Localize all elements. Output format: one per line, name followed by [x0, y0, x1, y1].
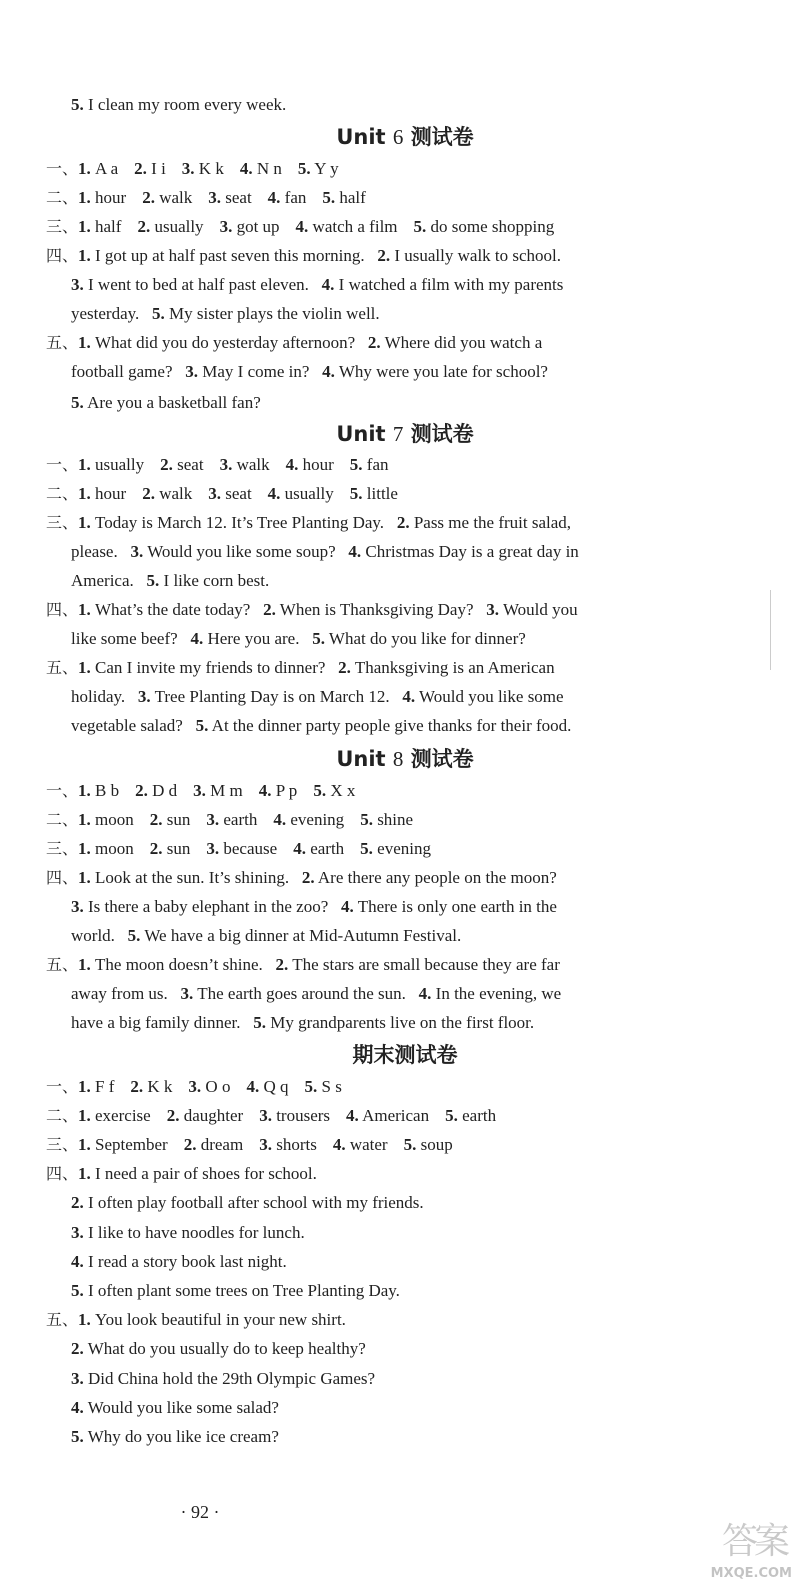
- answer-item: 5. do some shopping: [413, 217, 555, 236]
- answer-item: 4. P p: [258, 781, 298, 800]
- answer-item: 2. usually: [137, 217, 204, 236]
- answer-item: 5. half: [322, 188, 366, 207]
- answer-item: 3. M m: [193, 781, 243, 800]
- answer-item: 1. hour: [78, 484, 127, 503]
- unit6-section4-line1: 四、1. I got up at half past seven this morning. 2. I usually walk to school.: [46, 246, 562, 265]
- answer-item: 2. seat: [160, 455, 204, 474]
- answer-item: 2. dream: [183, 1135, 244, 1154]
- unit8-section5-line1: 五、1. The moon doesn’t shine. 2. The stars are small because they are far: [46, 955, 560, 974]
- answer-line: 四、1. I need a pair of shoes for school.: [46, 1164, 317, 1183]
- unit8-section4-line1: 四、1. Look at the sun. It’s shining. 2. Are there any people on the moon?: [46, 868, 557, 887]
- answer-item: 3. walk: [219, 455, 270, 474]
- unit6-section5-line2: football game? 3. May I come in? 4. Why were you late for school?: [71, 362, 548, 381]
- answer-item: 1. exercise: [78, 1106, 151, 1125]
- answer-item: 4. watch a film: [295, 217, 398, 236]
- unit7-heading: Unit 7 测试卷: [336, 422, 474, 446]
- answer-line: 五、1. You look beautiful in your new shirt.: [46, 1310, 346, 1329]
- watermark-text: MXQE.COM: [710, 1566, 792, 1581]
- site-watermark: [692, 1511, 792, 1581]
- answer-line: 5. Why do you like ice cream?: [71, 1427, 279, 1447]
- unit8-section3: [46, 838, 431, 860]
- answer-item: 5. evening: [360, 839, 431, 858]
- answer-item: 4. usually: [267, 484, 334, 503]
- unit8-section4-line2: 3. Is there a baby elephant in the zoo? 4. There is only one earth in the: [71, 897, 557, 916]
- section-label: 二、: [46, 1106, 79, 1125]
- section-label: 二、: [46, 188, 79, 207]
- unit8-section4-line3: world. 5. We have a big dinner at Mid-Autumn Festival.: [71, 926, 462, 945]
- answer-item: 1. hour: [78, 188, 127, 207]
- unit7-section4-line1: 四、1. What’s the date today? 2. When is Thanksgiving Day? 3. Would you: [46, 600, 578, 619]
- answer-item: 2. walk: [142, 188, 193, 207]
- answer-item: 3. O o: [188, 1077, 231, 1096]
- answer-line: 4. I read a story book last night.: [71, 1251, 287, 1271]
- answer-item: 2. walk: [142, 484, 193, 503]
- unit8-section1: [46, 780, 355, 802]
- unit7-section1: [46, 454, 389, 476]
- answer-item: 2. sun: [149, 839, 191, 858]
- unit6-section5-line3: 5. Are you a basketball fan?: [71, 393, 261, 412]
- answer-item: 5. soup: [403, 1135, 453, 1154]
- unit7-section5-line1: 五、1. Can I invite my friends to dinner? 2. Thanksgiving is an American: [46, 658, 555, 677]
- answer-line: 2. What do you usually do to keep healthy?: [71, 1339, 366, 1359]
- unit6-section4-line2: 3. I went to bed at half past eleven. 4. I watched a film with my parents: [71, 275, 564, 294]
- answer-item: 4. fan: [267, 188, 307, 207]
- top-answer-line: 5. I clean my room every week.: [71, 95, 287, 114]
- answer-item: 5. shine: [360, 810, 414, 829]
- section-label: 一、: [46, 455, 79, 474]
- answer-item: 3. trousers: [259, 1106, 331, 1125]
- unit6-section4-line3: yesterday. 5. My sister plays the violin well.: [71, 304, 380, 323]
- answer-item: 5. Y y: [297, 159, 339, 178]
- final-section3: [46, 1134, 453, 1156]
- section-label: 三、: [46, 839, 79, 858]
- unit6-section5-line1: 五、1. What did you do yesterday afternoon? 2. Where did you watch a: [46, 333, 543, 352]
- unit7-section2: [46, 483, 398, 505]
- answer-item: 2. K k: [130, 1077, 173, 1096]
- section-label: 二、: [46, 810, 79, 829]
- answer-item: 1. half: [78, 217, 122, 236]
- section-label: 一、: [46, 1077, 79, 1096]
- answer-item: 3. because: [206, 839, 278, 858]
- answer-item: 4. American: [346, 1106, 430, 1125]
- unit8-section2: [46, 809, 413, 831]
- answer-item: 4. N n: [239, 159, 282, 178]
- answer-item: 4. Q q: [246, 1077, 289, 1096]
- answer-line: 4. Would you like some salad?: [71, 1397, 279, 1417]
- answer-item: 5. earth: [445, 1106, 497, 1125]
- answer-item: 3. shorts: [259, 1135, 317, 1154]
- unit6-section3: [46, 216, 554, 238]
- section-label: 三、: [46, 217, 79, 236]
- answer-item: 4. evening: [273, 810, 345, 829]
- answer-item: 5. S s: [304, 1077, 342, 1096]
- final-test-heading: 期末测试卷: [352, 1043, 458, 1067]
- answer-item: 1. B b: [78, 781, 120, 800]
- answer-line: 3. I like to have noodles for lunch.: [71, 1222, 305, 1242]
- scan-mark: [770, 590, 771, 670]
- unit6-heading: Unit 6 测试卷: [336, 125, 474, 149]
- unit7-section3-line2: please. 3. Would you like some soup? 4. Christmas Day is a great day in: [71, 542, 579, 561]
- answer-item: 5. little: [349, 484, 398, 503]
- section-label: 一、: [46, 159, 79, 178]
- answer-item: 4. water: [332, 1135, 388, 1154]
- answer-item: 3. seat: [208, 188, 252, 207]
- answer-item: 4. hour: [285, 455, 334, 474]
- answer-line: 5. I often plant some trees on Tree Planting Day.: [71, 1281, 400, 1301]
- answer-item: 1. moon: [78, 810, 134, 829]
- section-label: 二、: [46, 484, 79, 503]
- answer-line: 3. Did China hold the 29th Olympic Games?: [71, 1368, 376, 1388]
- answer-item: 2. I i: [134, 159, 166, 178]
- unit6-section1: [46, 158, 339, 180]
- answer-item: 5. X x: [313, 781, 356, 800]
- answer-item: 1. September: [78, 1135, 168, 1154]
- answer-item: 1. moon: [78, 839, 134, 858]
- section-label: 一、: [46, 781, 79, 800]
- answer-item: 3. seat: [208, 484, 252, 503]
- section-label: 三、: [46, 1135, 79, 1154]
- answer-item: 4. earth: [293, 839, 345, 858]
- unit8-section5-line3: have a big family dinner. 5. My grandparents live on the first floor.: [71, 1013, 535, 1032]
- final-section1: [46, 1076, 342, 1098]
- watermark-logo: 答案: [721, 1521, 786, 1562]
- final-section2: [46, 1105, 496, 1127]
- unit7-section4-line2: like some beef? 4. Here you are. 5. What do you like for dinner?: [71, 629, 526, 648]
- page-number: · 92 ·: [180, 1502, 220, 1522]
- unit7-section5-line2: holiday. 3. Tree Planting Day is on March 12. 4. Would you like some: [71, 687, 564, 706]
- unit7-section5-line3: vegetable salad? 5. At the dinner party people give thanks for their food.: [71, 716, 572, 735]
- unit8-section5-line2: away from us. 3. The earth goes around the sun. 4. In the evening, we: [71, 984, 562, 1003]
- answer-item: 2. sun: [149, 810, 191, 829]
- unit8-heading: Unit 8 测试卷: [336, 747, 474, 771]
- unit6-section2: [46, 187, 366, 209]
- answer-item: 3. K k: [181, 159, 224, 178]
- answer-item: 2. daughter: [166, 1106, 244, 1125]
- unit7-section3-line3: America. 5. I like corn best.: [71, 571, 270, 590]
- answer-item: 3. earth: [206, 810, 258, 829]
- answer-item: 1. usually: [78, 455, 145, 474]
- answer-item: 2. D d: [135, 781, 178, 800]
- answer-line: 2. I often play football after school with my friends.: [71, 1193, 424, 1213]
- unit7-section3-line1: 三、1. Today is March 12. It’s Tree Planting Day. 2. Pass me the fruit salad,: [46, 513, 572, 532]
- answer-item: 5. fan: [349, 455, 389, 474]
- answer-item: 3. got up: [219, 217, 280, 236]
- answer-item: 1. A a: [78, 159, 119, 178]
- answer-item: 1. F f: [78, 1077, 115, 1096]
